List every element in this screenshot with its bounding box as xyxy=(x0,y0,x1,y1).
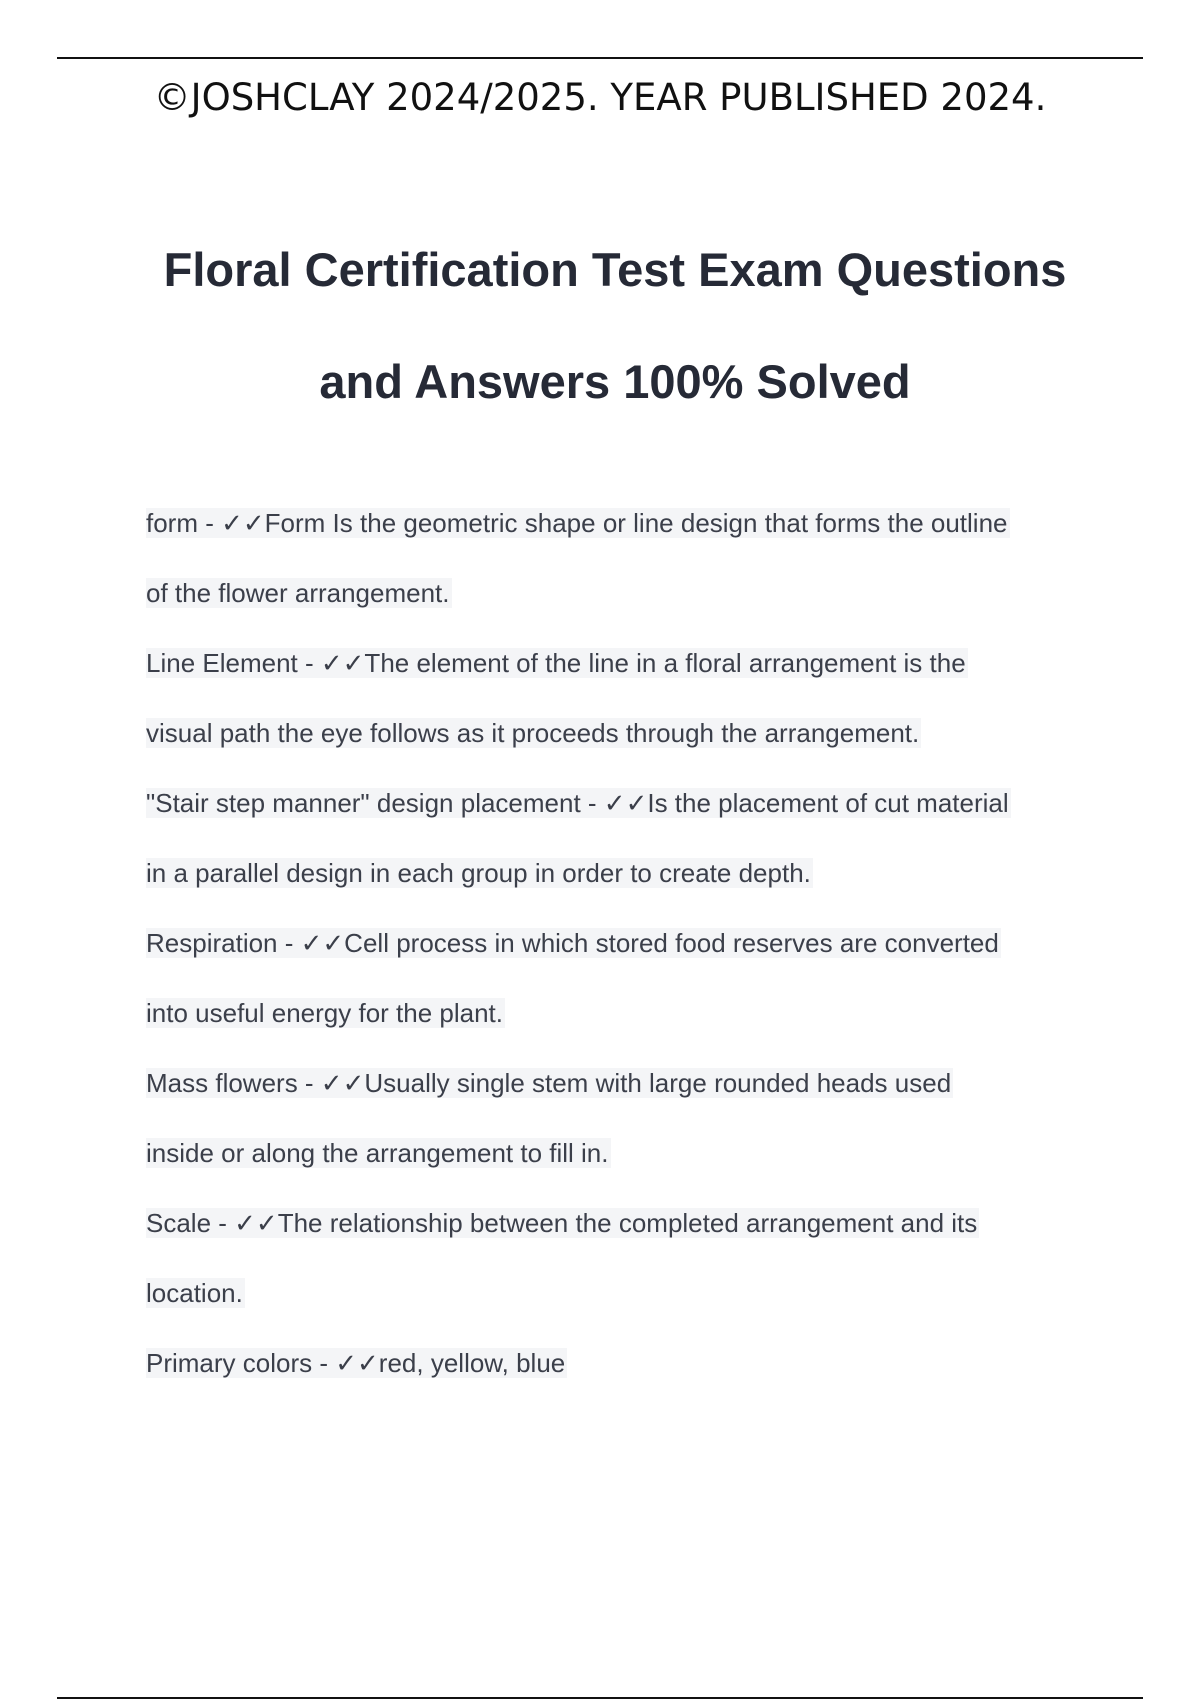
qa-line: Mass flowers - ✓✓Usually single stem with large rounded heads used xyxy=(146,1068,952,1098)
qa-line: of the flower arrangement. xyxy=(146,578,450,608)
qa-line: inside or along the arrangement to fill in. xyxy=(146,1138,609,1168)
qa-line: Line Element - ✓✓The element of the line in a floral arrangement is the xyxy=(146,648,966,678)
qa-line: location. xyxy=(146,1278,243,1308)
qa-line: visual path the eye follows as it proceeds through the arrangement. xyxy=(146,718,920,748)
qa-list xyxy=(146,502,1086,1412)
bottom-rule xyxy=(57,1697,1143,1699)
qa-line: in a parallel design in each group in order to create depth. xyxy=(146,858,811,888)
top-rule xyxy=(57,57,1143,59)
qa-line: Respiration - ✓✓Cell process in which stored food reserves are converted xyxy=(146,928,999,958)
copyright-header: ©JOSHCLAY 2024/2025. YEAR PUBLISHED 2024. xyxy=(153,76,1047,119)
qa-line: into useful energy for the plant. xyxy=(146,998,504,1028)
qa-line: form - ✓✓Form Is the geometric shape or line design that forms the outline xyxy=(146,508,1008,538)
qa-line: Scale - ✓✓The relationship between the completed arrangement and its xyxy=(146,1208,978,1238)
title-line-2: and Answers 100% Solved xyxy=(319,355,911,408)
qa-line: "Stair step manner" design placement - ✓✓Is the placement of cut material xyxy=(146,788,1009,818)
qa-line: Primary colors - ✓✓red, yellow, blue xyxy=(146,1348,566,1378)
title-line-1: Floral Certification Test Exam Questions xyxy=(163,243,1067,296)
document-title xyxy=(60,214,1170,438)
